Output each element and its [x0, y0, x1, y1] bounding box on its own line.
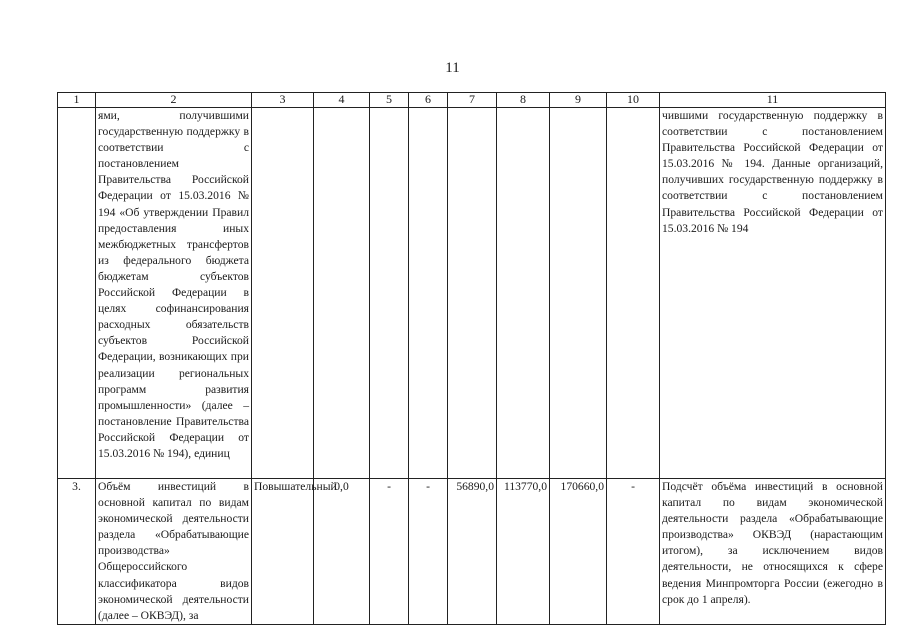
indicator-type: Повышательный — [252, 479, 314, 625]
value-cell — [448, 108, 497, 479]
value-cell — [607, 108, 660, 479]
header-cell: 8 — [497, 93, 550, 108]
header-cell: 3 — [252, 93, 314, 108]
header-cell: 6 — [409, 93, 448, 108]
header-cell: 9 — [550, 93, 607, 108]
row-number: 3. — [58, 479, 96, 625]
header-cell: 7 — [448, 93, 497, 108]
indicator-name: ями, получившими государственную поддержку в соответствии с постановлением Правительства Российской Федерации от 15.03.2016 № 194 «Об утверждении Правил предоставления иных межбюджетных трансфертов из федерального бюджета бюджетам субъектов Российской Федерации в целях софинансирования расходных обязательств субъектов Российской Федерации, возникающих при реализации региональных программ развития промышленности» (далее – постановление Правительства Российской Федерации от 15.03.2016 № 194), единиц — [96, 108, 252, 479]
table-header-row — [58, 93, 886, 108]
value-cell — [550, 108, 607, 479]
indicator-table — [57, 92, 886, 625]
table-row — [58, 108, 886, 479]
value-cell: 113770,0 — [497, 479, 550, 625]
value-cell — [370, 108, 409, 479]
table-row — [58, 479, 886, 625]
header-cell: 5 — [370, 93, 409, 108]
value-cell — [314, 108, 370, 479]
value-cell: - — [409, 479, 448, 625]
value-cell: - — [370, 479, 409, 625]
header-cell: 4 — [314, 93, 370, 108]
indicator-name: Объём инвестиций в основной капитал по видам экономической деятельности раздела «Обрабатывающие производства» Общероссийского классификатора видов экономической деятельности (далее – ОКВЭД), за — [96, 479, 252, 625]
row-number — [58, 108, 96, 479]
header-cell: 11 — [660, 93, 886, 108]
value-cell: - — [607, 479, 660, 625]
indicator-type — [252, 108, 314, 479]
value-cell — [497, 108, 550, 479]
value-cell — [409, 108, 448, 479]
header-cell: 2 — [96, 93, 252, 108]
page-number: 11 — [445, 60, 460, 76]
methodology-text: Подсчёт объёма инвестиций в основной капитал по видам экономической деятельности раздела «Обрабатывающие производства» ОКВЭД (нарастающим итогом), за исключением видов деятельности, не относящихся к сфере ведения Минпромторга России (ежегодно в срок до 1 апреля). — [660, 479, 886, 625]
value-cell: 56890,0 — [448, 479, 497, 625]
methodology-text: чившими государственную поддержку в соответствии с постановлением Правительства Российской Федерации от 15.03.2016 № 194. Данные организаций, получивших государственную поддержку в соответствии с постановлением Правительства Российской Федерации от 15.03.2016 № 194 — [660, 108, 886, 479]
header-cell: 1 — [58, 93, 96, 108]
header-cell: 10 — [607, 93, 660, 108]
value-cell: 170660,0 — [550, 479, 607, 625]
value-cell: 0,0 — [314, 479, 370, 625]
